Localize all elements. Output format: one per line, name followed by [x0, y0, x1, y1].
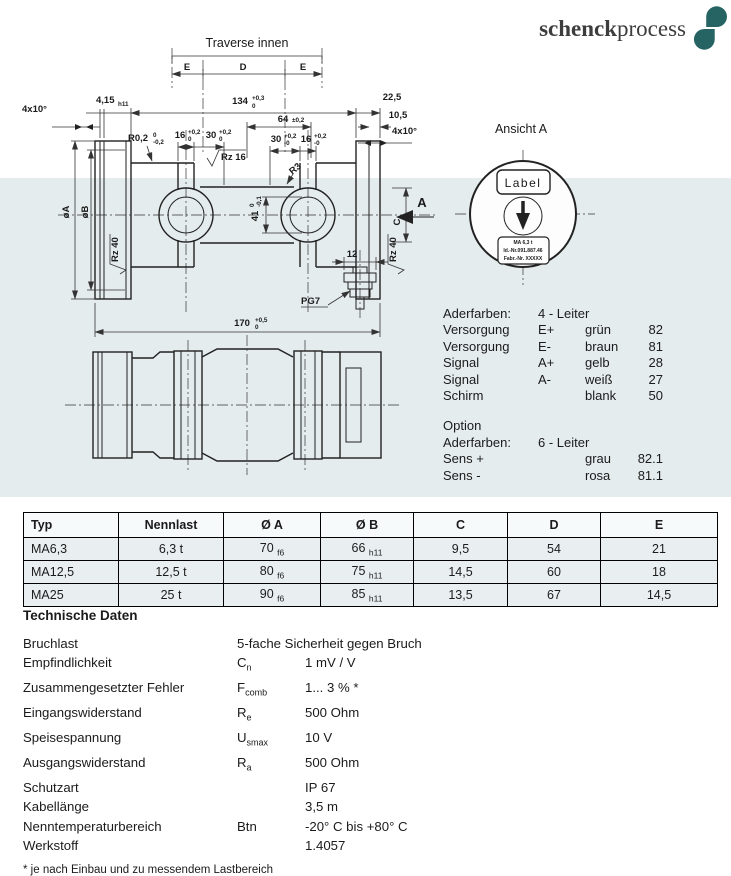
- dim-41-label: [249, 196, 263, 222]
- svg-text:Rz 40: Rz 40: [110, 237, 121, 262]
- svg-text:øB: øB: [80, 205, 91, 219]
- svg-text:h11: h11: [118, 101, 129, 108]
- svg-text:Rz 40: Rz 40: [388, 237, 399, 262]
- radius-r3-label: [287, 161, 303, 177]
- svg-text:-0: -0: [314, 140, 320, 147]
- dia-a-label: [61, 206, 72, 219]
- tech-row: Werkstoff 1.4057: [23, 837, 346, 853]
- nameplate-line-3: Fabr.-Nr. XXXXX: [503, 256, 543, 262]
- radius-r02-label: R0,2: [128, 133, 149, 144]
- front-view-dimensions: [22, 92, 434, 337]
- svg-text:+0,2: +0,2: [284, 133, 297, 140]
- tech-row: Empfindlichkeit $C_n$ 1 mV / V: [23, 655, 356, 673]
- svg-text:+0,2: +0,2: [188, 129, 201, 136]
- tech-row: Zusammengesetzter Fehler $F_{comb}$ 1... 3 % *: [23, 680, 359, 698]
- tech-row: Bruchlast 5-fache Sicherheit gegen Bruch: [23, 636, 422, 651]
- dim-c-label: [392, 218, 403, 225]
- dim-10-5-label: 10,5: [388, 110, 408, 121]
- svg-text:R3: R3: [287, 160, 304, 178]
- surface-finish-rz40-left: [110, 234, 126, 274]
- col-dia-a: Ø A: [224, 513, 321, 538]
- wire-row: Signal A+ gelb 28: [443, 355, 663, 371]
- col-e: E: [601, 513, 718, 538]
- svg-text:0: 0: [255, 324, 259, 331]
- table-header-row: [24, 513, 718, 538]
- option-heading: Aderfarben: 6 - Leiter: [443, 434, 590, 450]
- dim-134-label: 134: [232, 96, 248, 107]
- tech-row: Eingangswiderstand $R_e$ 500 Ohm: [23, 705, 360, 723]
- dia-b-label: [80, 206, 91, 219]
- segment-e-right-label: E: [299, 62, 307, 73]
- wire-colors-block: [443, 306, 673, 484]
- dim-16-left-label: 16: [174, 130, 186, 141]
- svg-text:+0,2: +0,2: [314, 133, 327, 140]
- wire-row: Versorgung E- braun 81: [443, 338, 663, 354]
- col-c: C: [414, 513, 508, 538]
- col-d: D: [508, 513, 601, 538]
- option-title: Option: [443, 418, 482, 434]
- svg-text:-0,1: -0,1: [256, 196, 263, 207]
- ansicht-a-title: Ansicht A: [494, 122, 548, 136]
- segment-e-left-label: E: [183, 62, 191, 73]
- segment-d-label: D: [239, 62, 247, 73]
- svg-text:-0,2: -0,2: [153, 139, 164, 146]
- svg-text:0: 0: [252, 103, 256, 110]
- svg-text:41: 41: [250, 210, 261, 222]
- dim-4-15-label: 4,15: [96, 95, 115, 106]
- svg-text:-0: -0: [284, 140, 290, 147]
- dim-64-label: 64: [277, 114, 289, 125]
- svg-text:+0,3: +0,3: [252, 95, 265, 102]
- wire-row: Sens - rosa 81.1: [443, 467, 663, 483]
- brand-name-bold: schenck: [539, 15, 618, 41]
- svg-text:0: 0: [188, 136, 192, 143]
- wire-colors-heading-value: 4 - Leiter: [538, 306, 590, 321]
- svg-text:0: 0: [249, 203, 256, 207]
- footnote: * je nach Einbau und zu messendem Lastbereich: [23, 864, 273, 876]
- dim-30-left-label: 30: [205, 130, 217, 141]
- tech-row: Ausgangswiderstand $R_a$ 500 Ohm: [23, 755, 360, 773]
- surface-finish-rz16: [207, 150, 246, 166]
- wire-row: Schirm blank 50: [443, 388, 663, 404]
- col-dia-b: Ø B: [321, 513, 414, 538]
- table-row: MA12,5 12,5 t 80 $_{f6}$ 75 $_{h11}$ 14,5 60 18: [24, 561, 718, 584]
- nameplate-line-2: Id.-Nr.091.887.46: [503, 248, 543, 254]
- pg7-label: [301, 291, 350, 307]
- angle-left-label: 4x10°: [22, 104, 47, 115]
- svg-text:C: C: [392, 218, 403, 226]
- side-view-outline: [65, 335, 400, 475]
- wire-colors-heading: [443, 306, 673, 322]
- dimensions-table: [23, 512, 718, 607]
- nameplate-line-1: MA 6,3 t: [513, 240, 533, 246]
- dim-30-right-label: 30: [270, 134, 282, 145]
- svg-text:PG7: PG7: [301, 296, 321, 307]
- wire-colors-heading-label: Aderfarben:: [443, 306, 511, 321]
- technical-data-title: Technische Daten: [23, 608, 138, 623]
- surface-finish-rz40-right: [388, 234, 404, 274]
- svg-text:+0,5: +0,5: [255, 317, 268, 324]
- wire-row: Versorgung E+ grün 82: [443, 322, 663, 338]
- dim-12-label: 12: [346, 249, 358, 260]
- wire-row: Signal A- weiß 27: [443, 371, 663, 387]
- col-nennlast: Nennlast: [119, 513, 224, 538]
- wire-row: Sens + grau 82.1: [443, 451, 663, 467]
- label-box-text: Label: [504, 176, 542, 190]
- svg-text:+0,2: +0,2: [219, 129, 232, 136]
- tech-row: Schutzart IP 67: [23, 779, 336, 795]
- ansicht-a-view: [455, 122, 595, 285]
- svg-text:0: 0: [153, 132, 157, 139]
- svg-text:0: 0: [219, 136, 223, 143]
- svg-text:øA: øA: [61, 205, 72, 219]
- brand-name-light: process: [617, 15, 686, 41]
- col-typ: Typ: [24, 513, 119, 538]
- tech-row: Speisespannung $U_{smax}$ 10 V: [23, 730, 333, 748]
- angle-right-label: 4x10°: [392, 126, 417, 137]
- dim-22-5-label: 22,5: [382, 92, 402, 103]
- dim-16-right-label: 16: [300, 134, 312, 145]
- tech-row: Kabellänge 3,5 m: [23, 799, 338, 815]
- technical-data-section: [23, 608, 713, 876]
- traverse-label: Traverse innen: [205, 36, 289, 50]
- tech-row: Nenntemperaturbereich Btn -20° C bis +80° C: [23, 818, 408, 834]
- svg-text:±0,2: ±0,2: [292, 117, 305, 124]
- dim-170-label: 170: [234, 318, 250, 329]
- table-row: MA25 25 t 90 $_{f6}$ 85 $_{h11}$ 13,5 67 14,5: [24, 584, 718, 607]
- svg-text:Rz 16: Rz 16: [221, 152, 246, 163]
- table-row: MA6,3 6,3 t 70 $_{f6}$ 66 $_{h11}$ 9,5 54 21: [24, 538, 718, 561]
- svg-text:A: A: [417, 195, 427, 210]
